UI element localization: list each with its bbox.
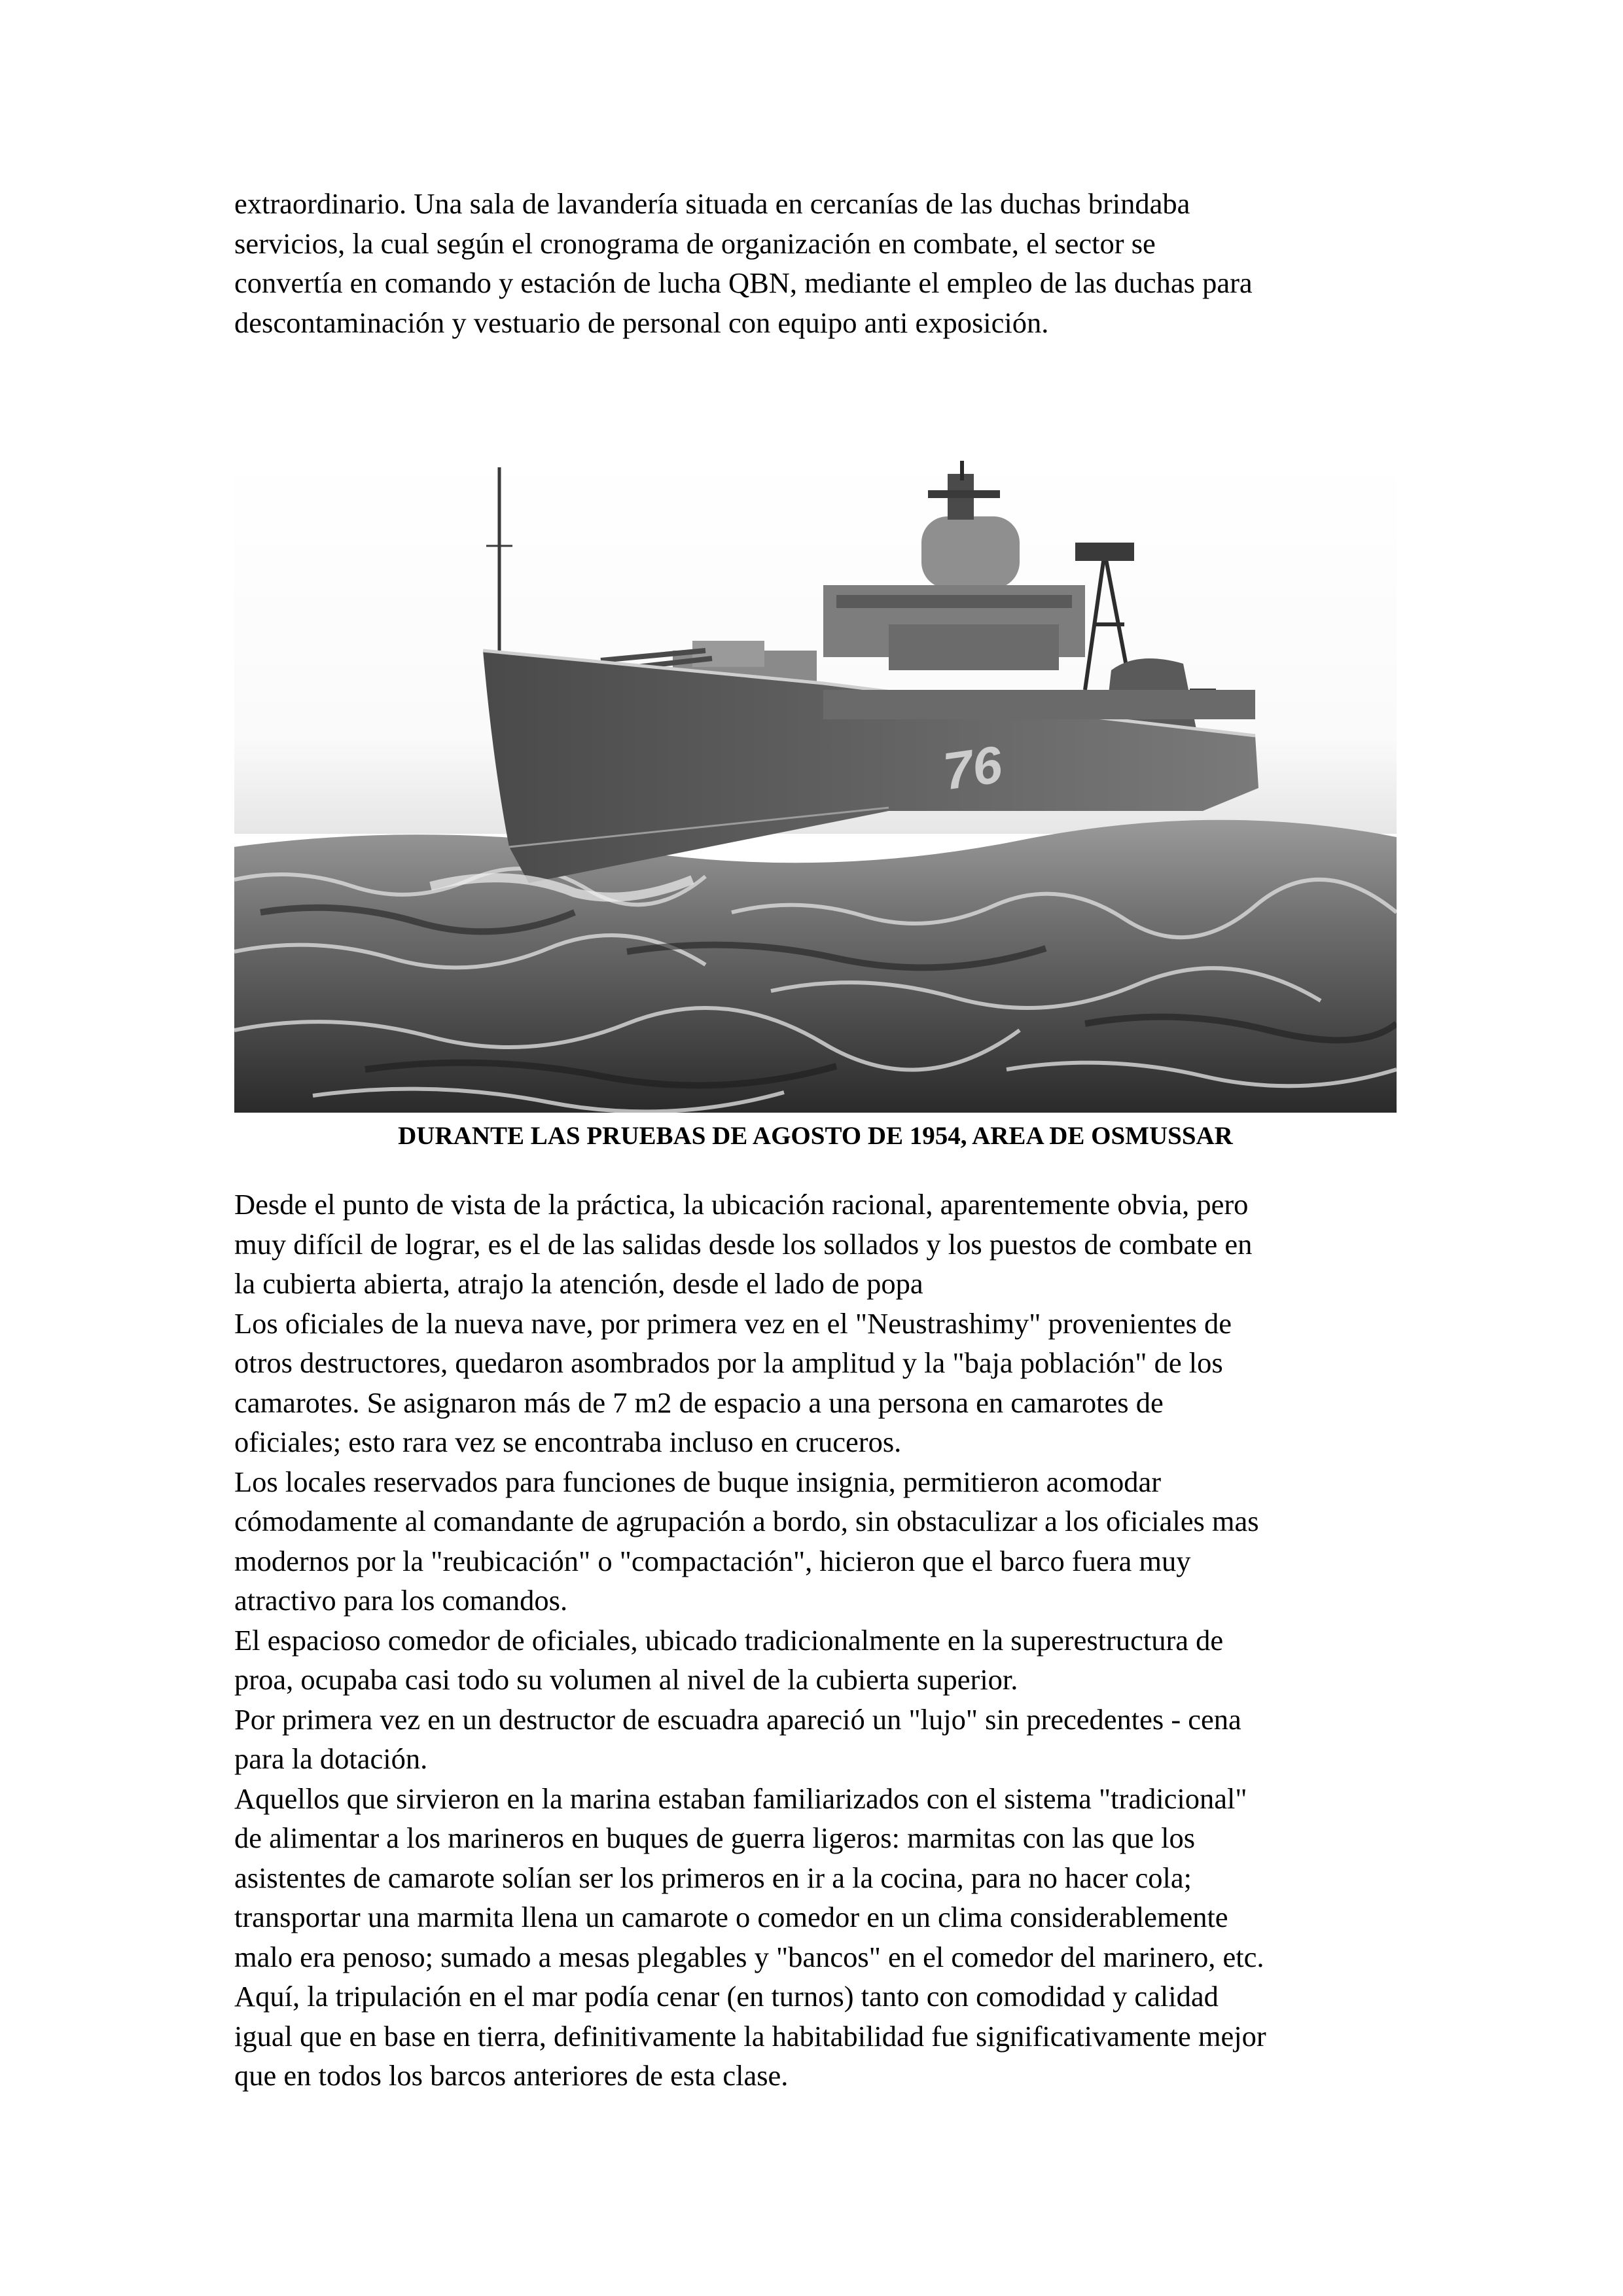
text-line: atractivo para los comandos. — [234, 1584, 568, 1617]
body-text — [234, 1185, 1412, 2096]
text-line: oficiales; esto rara vez se encontraba incluso en cruceros. — [234, 1426, 902, 1458]
top-paragraph — [234, 184, 1412, 342]
text-line: Por primera vez en un destructor de escuadra apareció un "lujo" sin precedentes - cena — [234, 1702, 1241, 1736]
text-line: camarotes. Se asignaron más de 7 m2 de espacio a una persona en camarotes de — [234, 1386, 1164, 1419]
figure-caption: DURANTE LAS PRUEBAS DE AGOSTO DE 1954, AREA DE OSMUSSAR — [398, 1122, 1233, 1150]
text-line: proa, ocupaba casi todo su volumen al nivel de la cubierta superior. — [234, 1663, 1018, 1696]
destroyer-photo — [234, 454, 1397, 1113]
text-line: asistentes de camarote solían ser los primeros en ir a la cocina, para no hacer cola; — [234, 1861, 1192, 1894]
text-line: otros destructores, quedaron asombrados por la amplitud y la "baja población" de los — [234, 1346, 1223, 1379]
text-line: extraordinario. Una sala de lavandería situada en cercanías de las duchas brindaba — [234, 187, 1190, 220]
text-line: El espacioso comedor de oficiales, ubicado tradicionalmente en la superestructura de — [234, 1623, 1224, 1657]
text-line: Aquellos que sirvieron en la marina estaban familiarizados con el sistema "tradicional" — [234, 1782, 1247, 1815]
text-line: igual que en base en tierra, definitivamente la habitabilidad fue significativamente mejor — [234, 2019, 1266, 2053]
text-line: modernos por la "reubicación" o "compactación", hicieron que el barco fuera muy — [234, 1544, 1191, 1577]
text-line: descontaminación y vestuario de personal con equipo anti exposición. — [234, 306, 1049, 339]
text-line: la cubierta abierta, atrajo la atención, desde el lado de popa — [234, 1267, 923, 1300]
text-line: Los locales reservados para funciones de buque insignia, permitieron acomodar — [234, 1465, 1162, 1498]
text-line: malo era penoso; sumado a mesas plegables y "bancos" en el comedor del marinero, etc. — [234, 1940, 1264, 1973]
text-line: Los oficiales de la nueva nave, por primera vez en el "Neustrashimy" provenientes de — [234, 1306, 1232, 1340]
hull-number: 76 — [939, 734, 1006, 801]
text-line: Desde el punto de vista de la práctica, la ubicación racional, aparentemente obvia, pero — [234, 1188, 1249, 1221]
destroyer-photo-graphic — [234, 454, 1397, 1113]
text-line: servicios, la cual según el cronograma de organización en combate, el sector se — [234, 226, 1156, 260]
text-line: convertía en comando y estación de lucha QBN, mediante el empleo de las duchas para — [234, 266, 1253, 299]
text-line: cómodamente al comandante de agrupación a bordo, sin obstaculizar a los oficiales mas — [234, 1505, 1259, 1537]
text-line: transportar una marmita llena un camarote o comedor en un clima considerablemente — [234, 1901, 1228, 1933]
text-line: que en todos los barcos anteriores de esta clase. — [234, 2059, 789, 2092]
text-line: Aquí, la tripulación en el mar podía cenar (en turnos) tanto con comodidad y calidad — [234, 1980, 1219, 2013]
text-line: para la dotación. — [234, 1742, 428, 1775]
text-line: de alimentar a los marineros en buques de guerra ligeros: marmitas con las que los — [234, 1821, 1196, 1854]
text-line: muy difícil de lograr, es el de las salidas desde los sollados y los puestos de combate en — [234, 1227, 1253, 1261]
